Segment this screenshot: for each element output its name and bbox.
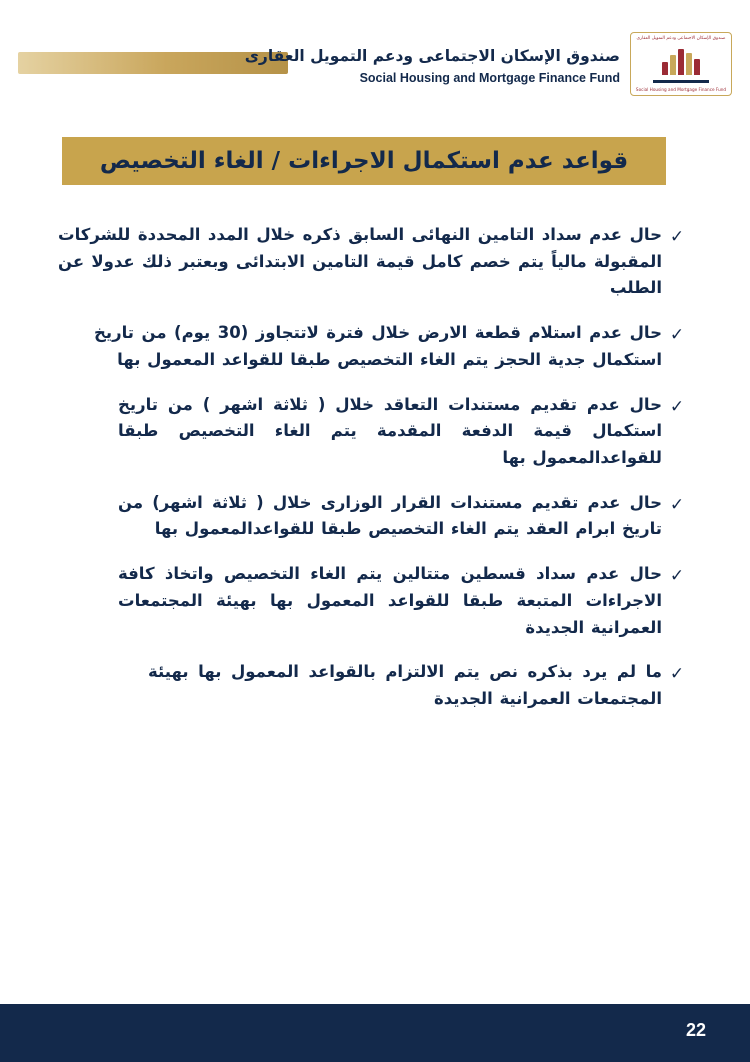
check-icon: ✓	[669, 227, 685, 247]
logo-base-line	[653, 80, 709, 83]
list-item-text: حال عدم سداد التامين النهائى السابق ذكره خلال المدد المحددة للشركات المقبولة مالياً يتم خصم كامل قيمة التامين الابتدائى وبعتبر ذلك عدولا عن الطلب	[58, 225, 662, 298]
list-item-text: حال عدم استلام قطعة الارض خلال فترة لاتتجاوز (30 يوم) من تاريخ استكمال جدية الحجز يتم الغاء التخصيص طبقا للقواعد المعمول بها	[94, 323, 662, 369]
logo-buildings-icon	[662, 49, 700, 75]
check-icon: ✓	[669, 396, 685, 417]
check-icon: ✓	[669, 664, 685, 685]
page-title: قواعد عدم استكمال الاجراءات / الغاء التخصيص	[99, 148, 629, 174]
list-item-text: حال عدم تقديم مستندات التعاقد خلال ( ثلاثة اشهر ) من تاريخ استكمال قيمة الدفعة المقدمة يتم الغاء التخصيص طبقا للقواعدالمعمول بها	[118, 394, 662, 468]
list-item	[58, 320, 692, 373]
page-title-band	[62, 137, 666, 185]
list-item-text: ما لم يرد بذكره نص يتم الالتزام بالقواعد المعمول بها بهيئة المجتمعات العمرانية الجديدة	[148, 662, 662, 709]
organization-name	[245, 46, 620, 87]
organization-name-arabic: صندوق الإسكان الاجتماعى ودعم التمويل العقارى	[244, 47, 620, 65]
organization-logo	[630, 32, 732, 96]
logo-arc-text: صندوق الإسكان الاجتماعى ودعم التمويل العقارى	[636, 36, 726, 41]
list-item	[58, 561, 692, 641]
rules-list	[58, 222, 692, 731]
list-item-text: حال عدم سداد قسطين متتالين يتم الغاء التخصيص واتخاذ كافة الاجراءات المتبعة طبقا للقواعد المعمول بها بهيئة المجتمعات العمرانية الجديدة	[118, 564, 662, 637]
organization-name-english: Social Housing and Mortgage Finance Fund	[359, 70, 620, 85]
list-item	[58, 659, 692, 712]
check-icon: ✓	[669, 494, 685, 515]
page-footer	[0, 1004, 750, 1062]
list-item	[58, 392, 692, 472]
check-icon: ✓	[669, 325, 685, 346]
page-number: 22	[685, 1020, 706, 1040]
list-item	[58, 222, 692, 302]
list-item	[58, 490, 692, 543]
check-icon: ✓	[669, 566, 685, 587]
page-header	[0, 0, 750, 120]
logo-sub-text: Social Housing and Mortgage Finance Fund	[635, 87, 727, 92]
list-item-text: حال عدم تقديم مستندات القرار الوزارى خلال ( ثلاثة اشهر) من تاريخ ابرام العقد يتم الغاء التخصيص طبقا للقواعدالمعمول بها	[118, 492, 662, 539]
